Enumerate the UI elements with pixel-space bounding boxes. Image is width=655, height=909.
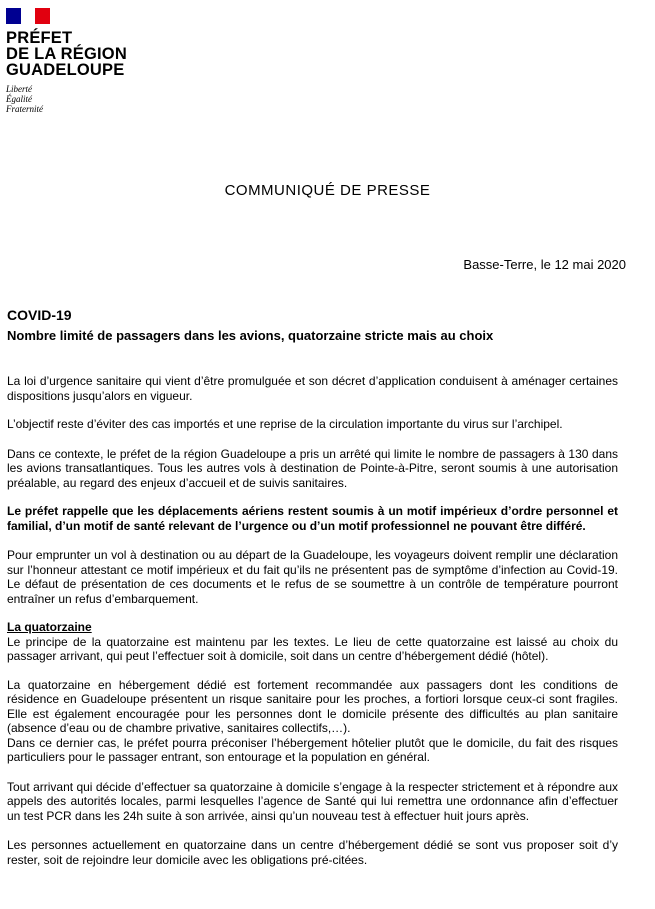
french-flag-icon	[6, 8, 50, 24]
page-title: COVID-19	[7, 307, 72, 323]
paragraph: Les personnes actuellement en quatorzaine dans un centre d’hébergement dédié se sont vus proposer soit d’y rester, soit de rejoindre leur domicile avec les obligations pré-citées.	[7, 838, 618, 867]
institution-name	[6, 30, 146, 78]
document-type-heading: COMMUNIQUÉ DE PRESSE	[224, 182, 431, 199]
paragraph: La quatorzaine en hébergement dédié est fortement recommandée aux passagers dont les conditions de résidence en Guadeloupe présentent un risque sanitaire pour les proches, a fortiori lorsque ceux-ci sont fragiles. Elle est également encouragée pour les personnes dont le domicile présente des difficultés au plan sanitaire (absence d’eau ou de chambre privative, sanitaires collectifs,…).	[7, 677, 618, 735]
flag-white-band	[21, 8, 36, 24]
paragraph: Dans ce dernier cas, le préfet pourra préconiser l’hébergement hôtelier plutôt que le domicile, du fait des risques particuliers pour le passager entrant, son entourage et la population en général.	[7, 735, 618, 764]
section-heading: La quatorzaine	[7, 620, 92, 634]
institution-line: DE LA RÉGION	[6, 45, 127, 63]
paragraph: Le principe de la quatorzaine est maintenu par les textes. Le lieu de cette quatorzaine est laissé au choix du passager arrivant, qui peut l’effectuer soit à domicile, soit dans un centre d’hébergement dédié (hôtel).	[7, 634, 618, 663]
page-subtitle: Nombre limité de passagers dans les avions, quatorzaine stricte mais au choix	[7, 328, 494, 343]
flag-blue-band	[6, 8, 21, 24]
paragraph: Pour emprunter un vol à destination ou au départ de la Guadeloupe, les voyageurs doivent remplir une déclaration sur l’honneur attestant ce motif impérieux et du fait qu’ils ne présentent pas de symptôme d’infection au Covid-19. Le défaut de présentation de ces documents et le refus de se soumettre à un contrôle de température pourront entraîner un refus d’embarquement.	[7, 548, 618, 606]
motto-line: Fraternité	[6, 104, 43, 114]
paragraph-bold: Le préfet rappelle que les déplacements aériens restent soumis à un motif impérieux d’ordre personnel et familial, d’un motif de santé relevant de l’urgence ou d’un motif professionnel ne pouvant être différé.	[7, 504, 618, 533]
prefecture-logo	[6, 8, 146, 114]
paragraph: L’objectif reste d’éviter des cas importés et une reprise de la circulation importante du virus sur l’archipel.	[7, 417, 563, 431]
paragraph: Dans ce contexte, le préfet de la région Guadeloupe a pris un arrêté qui limite le nombre de passagers à 130 dans les avions transatlantiques. Tous les autres vols à destination de Pointe-à-Pitre, seront soumis à une autorisation préalable, au regard des enjeux d’accueil et de suivis sanitaires.	[7, 446, 618, 490]
motto-line: Liberté	[6, 84, 32, 94]
flag-red-band	[35, 8, 50, 24]
institution-line: GUADELOUPE	[6, 61, 125, 79]
paragraph: La loi d’urgence sanitaire qui vient d’être promulguée et son décret d’application conduisent à aménager certaines dispositions jusqu’alors en vigueur.	[7, 374, 618, 403]
place-date: Basse-Terre, le 12 mai 2020	[463, 257, 626, 272]
body-text	[7, 374, 618, 867]
republic-motto	[6, 84, 146, 114]
motto-line: Égalité	[6, 94, 32, 104]
paragraph: Tout arrivant qui décide d’effectuer sa quatorzaine à domicile s’engage à la respecter strictement et à répondre aux appels des autorités locales, parmi lesquelles l’agence de Santé qui lui remettra une ordonnance afin d’effectuer un test PCR dans les 24h suite à son arrivée, ainsi qu’un nouveau test à effectuer huit jours après.	[7, 779, 618, 823]
institution-line: PRÉFET	[6, 29, 73, 47]
